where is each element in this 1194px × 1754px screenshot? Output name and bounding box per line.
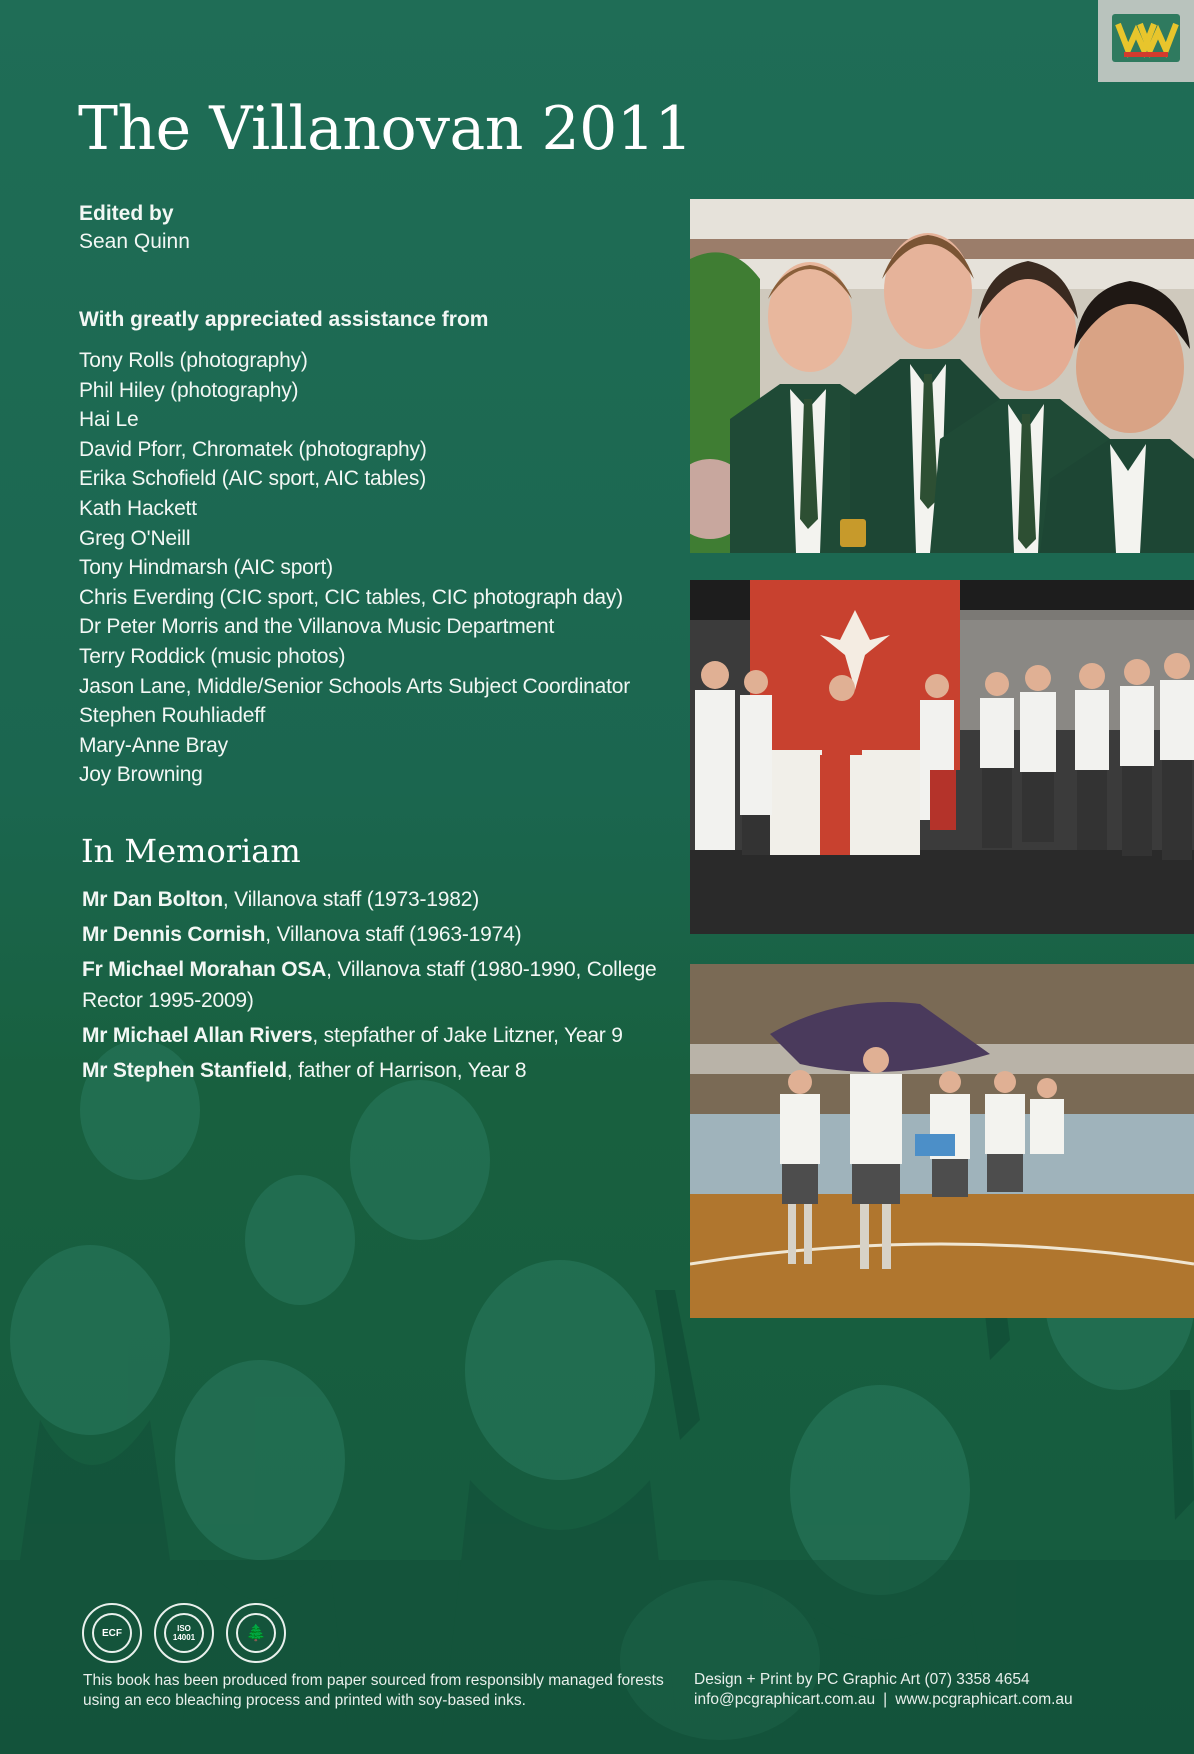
memoriam-detail: , Villanova staff (1980-1990, College Rector 1995-2009): [82, 958, 657, 1012]
memoriam-detail: , father of Harrison, Year 8: [286, 1059, 527, 1082]
memoriam-item: [82, 954, 682, 1016]
ecf-icon: [82, 1603, 142, 1663]
memoriam-item: [82, 1020, 682, 1051]
eco-icon-label: ECF: [92, 1613, 132, 1653]
photo-school-mass: [690, 580, 1194, 934]
editor-name: Sean Quinn: [79, 230, 190, 253]
memoriam-name: Mr Dan Bolton: [82, 888, 223, 911]
memoriam-detail: , Villanova staff (1973-1982): [222, 888, 479, 911]
printer-line: Design + Print by PC Graphic Art (07) 3358 4654: [694, 1671, 1030, 1688]
printer-website: www.pcgraphicart.com.au: [895, 1691, 1073, 1708]
paper-note: This book has been produced from paper sourced from responsibly managed forests using an eco bleaching process and printed with soy-based inks.: [83, 1672, 664, 1709]
photo-assembly-hall: [690, 964, 1194, 1318]
memoriam-detail: , Villanova staff (1963-1974): [265, 923, 522, 946]
memoriam-item: [82, 919, 682, 950]
eco-certification-icons: [82, 1603, 286, 1663]
assistance-heading: With greatly appreciated assistance from: [79, 308, 489, 331]
edited-by-label: Edited by: [79, 202, 174, 225]
credits-section: [79, 200, 679, 790]
assistance-item: Phil Hiley (photography): [79, 378, 299, 402]
memoriam-list: [82, 884, 682, 1090]
assistance-item: Hai Le: [79, 408, 139, 432]
assistance-list: [79, 346, 679, 790]
memoriam-name: Mr Dennis Cornish: [82, 923, 266, 946]
printer-credits: [694, 1670, 1174, 1710]
assistance-item: Kath Hackett: [79, 496, 197, 520]
contact-separator: |: [883, 1691, 888, 1708]
crest-icon: [1098, 0, 1194, 82]
memoriam-name: Fr Michael Morahan OSA: [82, 958, 327, 981]
assistance-item: Dr Peter Morris and the Villanova Music Department: [79, 615, 555, 639]
memoriam-detail: , stepfather of Jake Litzner, Year 9: [312, 1024, 623, 1047]
printer-email: info@pcgraphicart.com.au: [694, 1691, 876, 1708]
printer-contact: [694, 1690, 1174, 1710]
iso-icon: [154, 1603, 214, 1663]
memoriam-name: Mr Stephen Stanfield: [82, 1059, 287, 1082]
assistance-item: Mary-Anne Bray: [79, 733, 228, 757]
eco-icon-label: ISO 14001: [164, 1613, 204, 1653]
assistance-item: David Pforr, Chromatek (photography): [79, 437, 427, 461]
page-title: The Villanovan 2011: [78, 94, 693, 164]
assistance-item: Jason Lane, Middle/Senior Schools Arts Subject Coordinator: [79, 674, 631, 698]
photo-students-blazers: [690, 199, 1194, 553]
assistance-item: Chris Everding (CIC sport, CIC tables, CIC photograph day): [79, 585, 623, 609]
memoriam-item: [82, 1055, 682, 1086]
school-crest-logo: [1098, 0, 1194, 82]
memoriam-heading: In Memoriam: [81, 832, 301, 870]
eco-icon-label: 🌲: [236, 1613, 276, 1653]
forest-icon: [226, 1603, 286, 1663]
assistance-item: Tony Rolls (photography): [79, 349, 308, 372]
assistance-item: Erika Schofield (AIC sport, AIC tables): [79, 467, 427, 491]
memoriam-name: Mr Michael Allan Rivers: [82, 1024, 313, 1047]
memoriam-item: [82, 884, 682, 915]
assistance-item: Tony Hindmarsh (AIC sport): [79, 556, 333, 580]
assistance-item: Terry Roddick (music photos): [79, 644, 346, 668]
assistance-item: Stephen Rouhliadeff: [79, 704, 266, 728]
assistance-item: Greg O'Neill: [79, 526, 191, 550]
assistance-item: Joy Browning: [79, 763, 203, 787]
